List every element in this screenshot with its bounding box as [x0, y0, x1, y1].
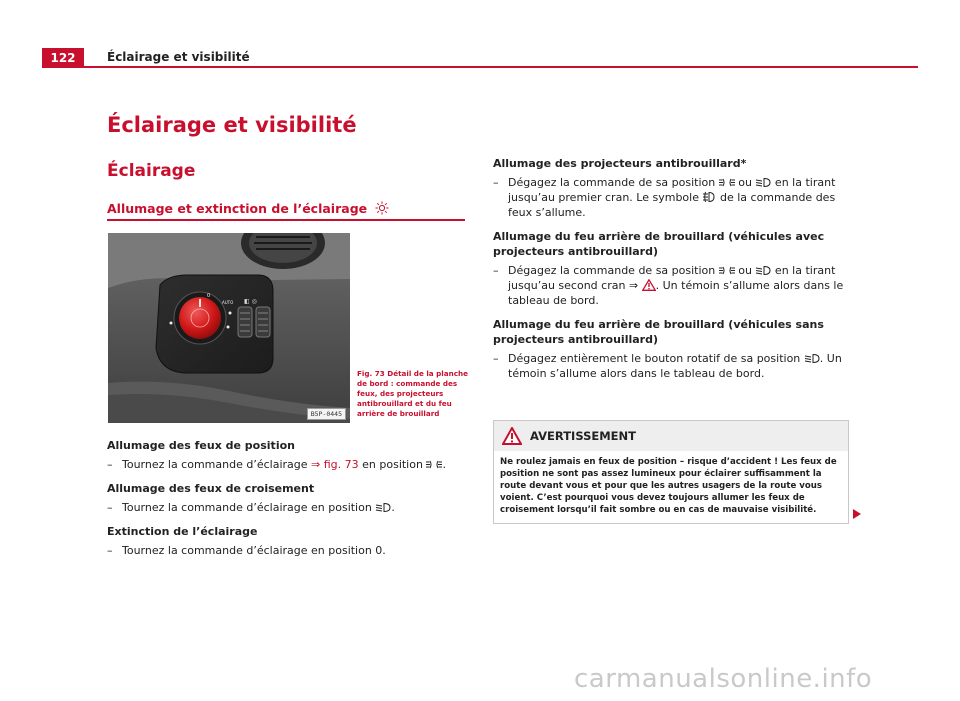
warning-header: [494, 421, 848, 451]
parking-light-icon: [426, 459, 442, 470]
list-item: – Tournez la commande d’éclairage ⇒ fig. 73 en position .: [107, 458, 446, 471]
low-beam-icon: [755, 177, 771, 188]
warning-body: Ne roulez jamais en feux de position – risque d’accident ! Les feux de position ne sont pas assez lumineux pour éclairer suffisamment la route devant vous et pour que les autres usagers de la route vous voient. C’est pourquoi vous devez toujours allumer les feux de croisement lorsqu’il fait sombre ou en cas de mauvaise visibilité.: [500, 457, 837, 515]
warning-box: [493, 420, 849, 524]
header-rule: [84, 66, 918, 68]
parking-light-icon: [719, 265, 735, 276]
chapter-title: Éclairage et visibilité: [107, 113, 357, 137]
right-column: [493, 156, 848, 390]
section-title: Éclairage: [107, 161, 196, 181]
switch-label-auto: AUTO: [222, 300, 234, 305]
left-column: [107, 438, 467, 567]
heading-parking-lights: Allumage des feux de position: [107, 439, 295, 452]
list-dash: –: [107, 458, 113, 471]
low-beam-icon: [375, 502, 391, 513]
warning-triangle-icon: [502, 427, 522, 445]
list-item: – Dégagez la commande de sa position ou en la tirant jusqu’au premier cran. Le symbole de la commande des feux s’allume.: [493, 176, 836, 219]
dashboard-illustration: [108, 233, 350, 423]
heading-fog-lights: Allumage des projecteurs antibrouillard*: [493, 157, 747, 170]
list-dash: –: [493, 176, 499, 189]
list-dash: –: [107, 501, 113, 514]
svg-text:◧ ◎: ◧ ◎: [244, 298, 257, 305]
list-item: – Dégagez la commande de sa position ou en la tirant jusqu’au second cran ⇒ . Un témoin s’allume alors dans le tableau de bord.: [493, 264, 844, 307]
figure-light-switch: [108, 233, 350, 423]
heading-rear-fog-without: Allumage du feu arrière de brouillard (véhicules sans projecteurs antibrouillard): [493, 318, 824, 346]
low-beam-icon: [804, 353, 820, 364]
list-item: – Tournez la commande d’éclairage en position 0.: [107, 544, 386, 557]
figure-caption: Fig. 73 Détail de la planche de bord : commande des feux, des projecteurs antibrouillard et du feu arrière de brouillard: [357, 369, 468, 418]
heading-lights-off: Extinction de l’éclairage: [107, 525, 258, 538]
list-item: – Dégagez entièrement le bouton rotatif de sa position . Un témoin s’allume alors dans le tableau de bord.: [493, 352, 842, 380]
low-beam-icon: [755, 265, 771, 276]
switch-label-off: 0: [207, 293, 211, 299]
fog-light-icon: [702, 191, 716, 203]
parking-light-icon: [719, 177, 735, 188]
running-title: Éclairage et visibilité: [107, 50, 250, 64]
subsection-title-text: Allumage et extinction de l’éclairage: [107, 201, 368, 216]
sun-light-icon: [375, 201, 389, 215]
continue-arrow-icon: [852, 508, 862, 520]
heading-low-beam: Allumage des feux de croisement: [107, 482, 315, 495]
subsection-rule: [107, 219, 465, 221]
figure-image-code: B5P-0445: [307, 408, 346, 420]
list-dash: –: [493, 352, 499, 365]
list-dash: –: [493, 264, 499, 277]
list-item: – Tournez la commande d’éclairage en position .: [107, 501, 395, 514]
page-number: 122: [42, 48, 84, 68]
warning-triangle-icon[interactable]: [642, 279, 656, 291]
warning-title: AVERTISSEMENT: [530, 429, 637, 443]
watermark: carmanualsonline.info: [574, 664, 873, 694]
figure-reference-link[interactable]: ⇒ fig. 73: [311, 458, 359, 471]
list-dash: –: [107, 544, 113, 557]
heading-rear-fog-with: Allumage du feu arrière de brouillard (véhicules avec projecteurs antibrouillard): [493, 230, 825, 258]
subsection-title: [107, 201, 389, 216]
